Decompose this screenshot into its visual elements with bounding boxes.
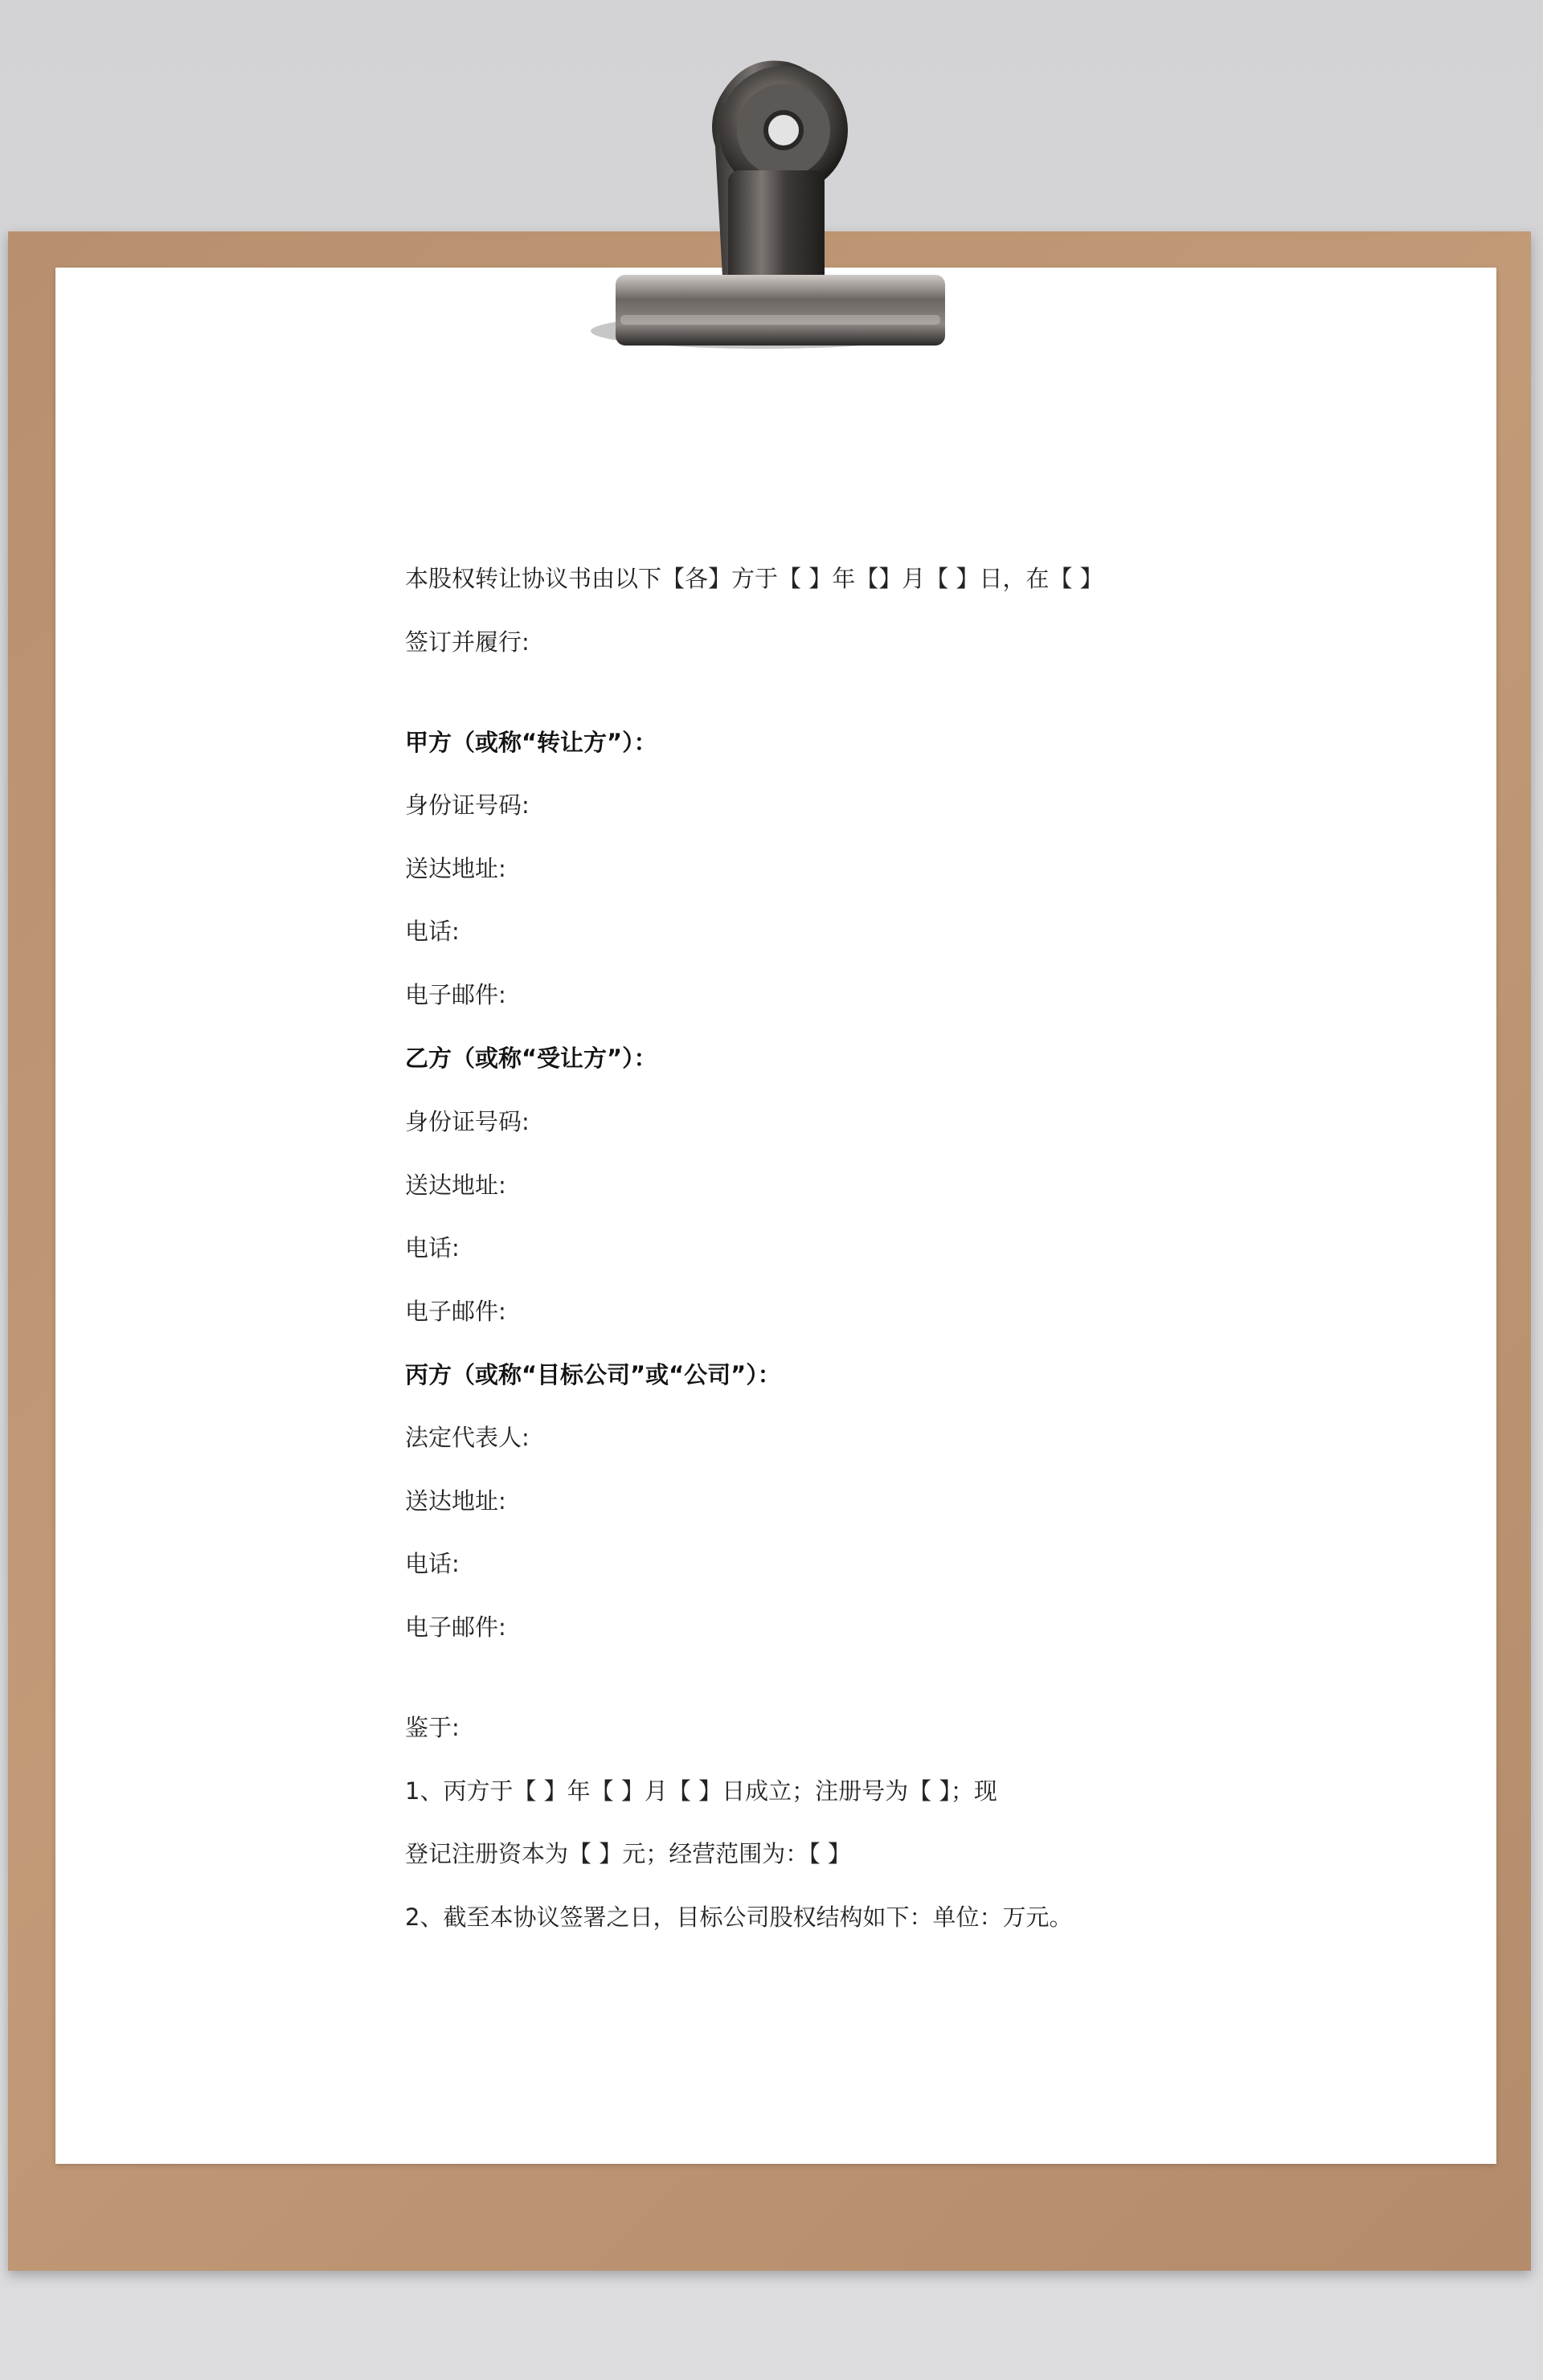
- party-c-rep-label: 法定代表人:: [405, 1424, 530, 1451]
- party-a-address-label: 送达地址:: [405, 855, 506, 882]
- binder-clip-icon: [579, 50, 948, 355]
- party-a-email-label: 电子邮件:: [405, 981, 506, 1008]
- whereas-heading: 鉴于:: [405, 1714, 460, 1741]
- party-c-address-label: 送达地址:: [405, 1487, 506, 1515]
- party-a-id-label: 身份证号码:: [405, 791, 530, 819]
- party-c-heading: 丙方（或称“目标公司”或“公司”）：: [405, 1361, 781, 1388]
- party-b-email-label: 电子邮件:: [405, 1298, 506, 1325]
- party-b-id-label: 身份证号码:: [405, 1108, 530, 1135]
- party-b-heading: 乙方（或称“受让方”）：: [405, 1045, 657, 1072]
- clause-2: 2、截至本协议签署之日，目标公司股权结构如下：单位：万元。: [405, 1904, 1073, 1931]
- party-a-heading: 甲方（或称“转让方”）：: [405, 729, 657, 756]
- party-c-email-label: 电子邮件:: [405, 1613, 506, 1641]
- party-b-phone-label: 电话:: [405, 1234, 460, 1262]
- intro-line-2: 签订并履行:: [405, 628, 530, 656]
- party-b-address-label: 送达地址:: [405, 1172, 506, 1199]
- clause-1-line-1: 1、丙方于【 】年【 】月【 】日成立；注册号为【 】；现: [405, 1777, 997, 1805]
- party-a-phone-label: 电话:: [405, 918, 460, 945]
- party-c-phone-label: 电话:: [405, 1550, 460, 1577]
- intro-line-1: 本股权转让协议书由以下【各】方于【 】年【】月【 】日，在【 】: [405, 565, 1103, 592]
- document-page: [55, 268, 1496, 2164]
- clause-1-line-2: 登记注册资本为【 】元；经营范围为：【 】: [405, 1840, 851, 1867]
